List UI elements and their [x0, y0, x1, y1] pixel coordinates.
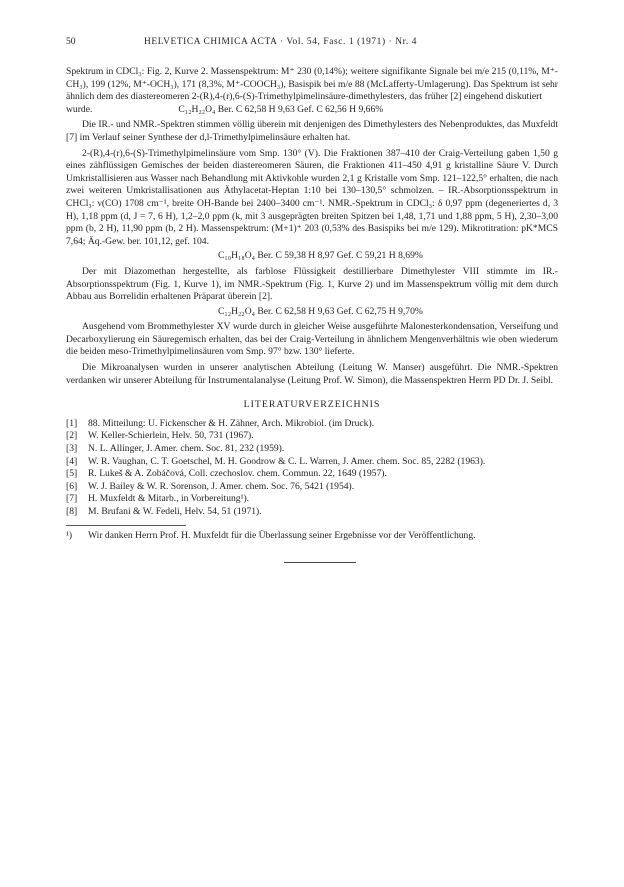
- reference-item: [3] N. L. Allinger, J. Amer. chem. Soc. 81, 232 (1959).: [66, 443, 285, 455]
- reference-item: [5] R. Lukeš & A. Zobáčová, Coll. czechoslov. chem. Commun. 22, 1649 (1957).: [66, 468, 387, 480]
- page-number: 50: [66, 36, 76, 47]
- paragraph-trimethylpimelic-acid: 2-(R),4-(r),6-(S)-Trimethylpimelinsäure vom Smp. 130° (V). Die Fraktionen 387–410 der Craig-Verteilung gaben 1,50 g eines zähflüssigen Gemisches der beiden diastereomeren Säuren, die Fraktionen 411–450 4,91 g kristalline Säure V. Durch Umkristallisieren aus Wasser nach Behandlung mit Aktivkohle wurden 2,1 g Kristalle vom Smp. 121–122,5° erhalten, die nach zwei weiteren Umkristallisationen aus Äthylacetat-Heptan 1:10 bei 130–130,5° schmolzen. – IR.-Absorptionsspektrum in CHCl₃: ν(CO) 1708 cm⁻¹, breite OH-Bande bei 2400–3400 cm⁻¹. NMR.-Spektrum in CDCl₃: δ 0,97 ppm (degeneriertes d, 3 H), 1,18 ppm (d, J = 7, 6 H), 1,2–2,0 ppm (k, mit 3 ausgeprägten breiten Spitzen bei 1,48, 1,71 und 1,88 ppm, 5 H), 2,30–3,00 ppm (b, 2 H), 11,90 ppm (b, 2 H). Massenspektrum: (M+1)⁺ 203 (0,53% des Basispiks bei m/e 129). Mikrotitration: pK*MCS 7,64; Äq.-Gew. ber. 101,12, gef. 104.: [66, 147, 558, 247]
- paragraph-ir-nmr: Die IR.- und NMR.-Spektren stimmen völlig überein mit denjenigen des Dimethylesters des Nebenproduktes, das Muxfeldt [7] im Verlauf seiner Synthese der d,l-Trimethylpimelinsäure erhalten hat.: [66, 119, 558, 143]
- reference-list: [66, 418, 558, 519]
- references-title: LITERATURVERZEICHNIS: [243, 399, 381, 411]
- reference-item: [6] W. J. Bailey & W. R. Sorenson, J. Amer. chem. Soc. 76, 5421 (1954).: [66, 480, 355, 492]
- reference-item: [4] W. R. Vaughan, C. T. Goetschel, M. H. Goodrow & C. L. Warren, J. Amer. chem. Soc. 85, 2282 (1963).: [66, 455, 486, 467]
- reference-item: [8] M. Brufani & W. Fedeli, Helv. 54, 51 (1971).: [66, 506, 262, 517]
- elemental-analysis-2: C₁₀H₁₈O₄ Ber. C 59,38 H 8,97 Gef. C 59,21 H 8,69%: [218, 250, 423, 262]
- paragraph-brommethylester: Ausgehend vom Brommethylester XV wurde durch in gleicher Weise ausgeführte Malonesterkondensation, Verseifung und Decarboxylierung ein Säuregemisch erhalten, das bei der Craig-Verteilung in ähnlichem Mengenverhältnis wie oben wiederum die beiden meso-Trimethylpimelinsäuren vom Smp. 97° bzw. 130° lieferte.: [66, 321, 558, 358]
- journal-line: HELVETICA CHIMICA ACTA · Vol. 54, Fasc. 1 (1971) · Nr. 4: [144, 37, 418, 47]
- end-divider: [284, 562, 356, 563]
- elemental-analysis-1: C₁₂H₂₂O₄ Ber. C 62,58 H 9,63 Gef. C 62,56 H 9,66%: [178, 103, 384, 115]
- paragraph-acknowledgements: Die Mikroanalysen wurden in unserer analytischen Abteilung (Leitung W. Manser) ausgeführt. Die NMR.-Spektren verdanken wir unserer Abteilung für Instrumentalanalyse (Leitung Prof. W. Simon), die Massenspektren Herrn PD Dr. J. Seibl.: [66, 362, 558, 386]
- footnote-text: Wir danken Herrn Prof. H. Muxfeldt für die Überlassung seiner Ergebnisse vor der Veröffentlichung.: [88, 529, 476, 541]
- reference-item: [1] 88. Mitteilung: U. Fickenscher & H. Zähner, Arch. Mikrobiol. (im Druck).: [66, 417, 375, 429]
- footnote: [66, 530, 558, 543]
- footnote-divider: [66, 525, 186, 526]
- paragraph-dimethylester: Der mit Diazomethan hergestellte, als farblose Flüssigkeit destillierbare Dimethylester VIII stimmte im IR.-Absorptionsspektrum (Fig. 1, Kurve 1), im NMR.-Spektrum (Fig. 1, Kurve 2) und im Massenspektrum völlig mit dem durch Abbau aus Borrelidin erhaltenen Präparat überein [2].: [66, 265, 558, 303]
- paragraph-mass-spectrum: Spektrum in CDCl₃: Fig. 2, Kurve 2. Massenspektrum: M⁺ 230 (0,14%); weitere signifikante Signale bei m/e 215 (0,11%, M⁺-CH₃), 199 (12%, M⁺-OCH₃), 171 (8,3%, M⁺-COOCH₃), Basispik bei m/e 88 (McLafferty-Umlagerung). Das Spektrum ist sehr ähnlich dem des diastereomeren 2-(R),4-(r),6-(S)-Trimethylpimelinsäure-dimethylesters, das früher [2] eingehend diskutiert: [66, 66, 558, 103]
- footnote-marker: ¹): [66, 529, 73, 541]
- elemental-analysis-3: C₁₂H₂₂O₄ Ber. C 62,58 H 9,63 Gef. C 62,75 H 9,70%: [218, 305, 423, 317]
- running-head: [66, 36, 558, 52]
- formula-lead-word: wurde.: [66, 103, 93, 115]
- formula-line-1: [66, 104, 558, 117]
- reference-item: [7] H. Muxfeldt & Mitarb., in Vorbereitung¹).: [66, 493, 250, 505]
- reference-item: [2] W. Keller-Schierlein, Helv. 50, 731 (1967).: [66, 430, 254, 442]
